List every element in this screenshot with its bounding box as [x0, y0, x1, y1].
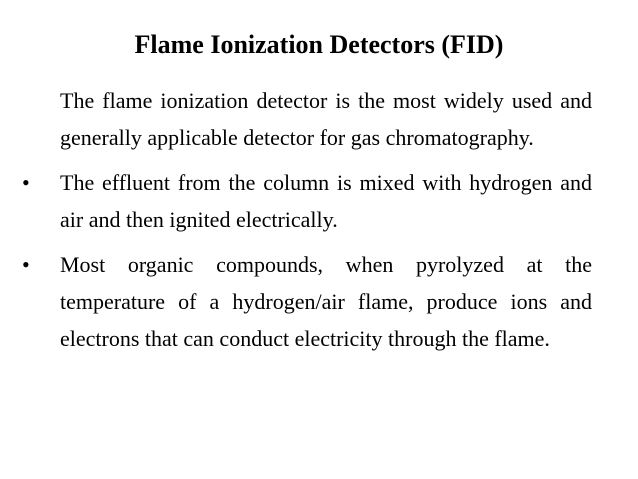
- bullet-marker: •: [22, 252, 30, 277]
- intro-paragraph: [22, 82, 592, 156]
- slide-title: Flame Ionization Detectors (FID): [134, 30, 504, 59]
- paragraph-text: Most organic compounds, when pyrolyzed at the temperature of a hydrogen/air flame, produce ions and electrons that can conduct electricity through the flame.: [60, 252, 592, 351]
- bullet-item-effluent: [22, 164, 592, 238]
- slide-body: [22, 82, 592, 365]
- paragraph-text: The effluent from the column is mixed with hydrogen and air and then ignited electrically.: [60, 170, 592, 232]
- bullet-marker: •: [22, 170, 30, 195]
- paragraph-text: The flame ionization detector is the most widely used and generally applicable detector for gas chromatography.: [60, 88, 592, 150]
- bullet-item-organic-compounds: [22, 246, 592, 357]
